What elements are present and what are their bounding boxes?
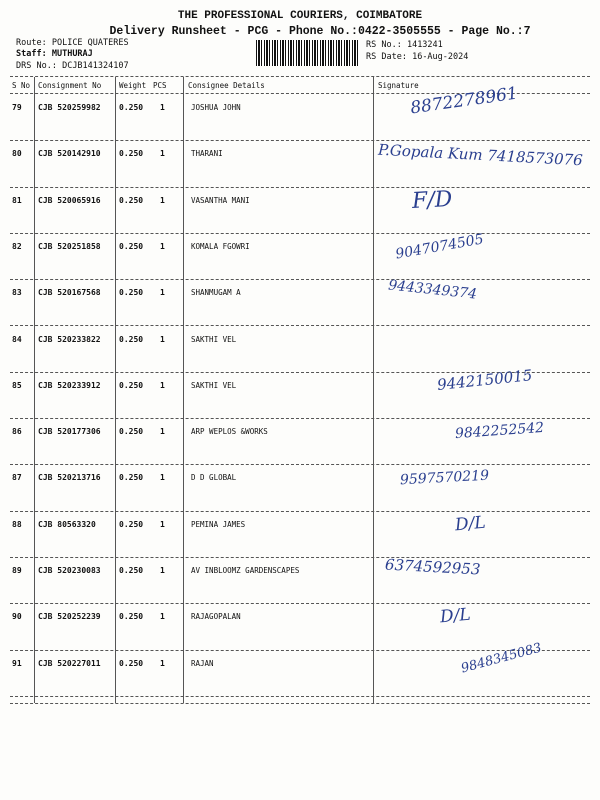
runsheet-subtitle: Delivery Runsheet - PCG - Phone No.:0422-3505555 - Page No.:7 <box>109 25 531 38</box>
row-weight: 0.250 <box>119 195 144 205</box>
row-consignee: VASANTHA MANI <box>191 195 250 205</box>
col-header-consignee: Consignee Details <box>188 81 265 90</box>
row-pcs: 1 <box>160 195 165 205</box>
handwritten-signature: D/L <box>454 512 487 535</box>
col-header-consignment: Consignment No <box>38 81 102 90</box>
table-row <box>0 231 600 279</box>
handwritten-signature: 9597570219 <box>399 468 490 489</box>
row-consignment-no: CJB 520227011 <box>38 658 101 668</box>
row-sno: 80 <box>12 149 22 159</box>
col-header-pcs: PCS <box>153 81 167 90</box>
row-consignee: JOSHUA JOHN <box>191 103 241 112</box>
row-weight: 0.250 <box>119 473 144 483</box>
table-row <box>0 419 600 464</box>
table-row <box>0 188 600 233</box>
row-weight: 0.250 <box>119 427 144 437</box>
row-sno: 84 <box>12 334 22 344</box>
row-weight: 0.250 <box>119 334 144 344</box>
row-sno: 79 <box>12 103 22 112</box>
divider <box>10 76 590 77</box>
row-consignment-no: CJB 520213716 <box>38 473 101 483</box>
row-pcs: 1 <box>160 473 165 483</box>
row-consignment-no: CJB 520177306 <box>38 427 101 437</box>
row-consignment-no: CJB 520230083 <box>38 566 101 575</box>
route-value: POLICE QUATERES <box>51 38 129 48</box>
row-pcs: 1 <box>160 103 165 112</box>
handwritten-signature: 9047074505 <box>394 231 485 263</box>
row-consignment-no: CJB 520233822 <box>38 334 101 344</box>
row-consignment-no: CJB 520233912 <box>38 380 101 390</box>
row-consignee: ARP WEPLOS &WORKS <box>191 427 268 437</box>
staff-line: Staff: MUTHURAJ <box>16 49 93 59</box>
rs-date-line: RS Date: 16-Aug-2024 <box>366 52 469 62</box>
row-weight: 0.250 <box>119 288 144 298</box>
col-header-sno: S No <box>12 81 31 90</box>
row-consignment-no: CJB 520142910 <box>38 149 101 159</box>
table-row <box>0 277 600 325</box>
row-pcs: 1 <box>160 149 165 159</box>
row-pcs: 1 <box>160 612 165 622</box>
row-consignee: PEMINA JAMES <box>191 519 246 529</box>
handwritten-signature: 9848345083 <box>459 640 544 677</box>
rs-no-value: 1413241 <box>406 40 443 50</box>
row-consignee: RAJAGOPALAN <box>191 612 241 622</box>
handwritten-signature: 8872278961 <box>409 83 520 119</box>
row-consignee: D D GLOBAL <box>191 473 237 483</box>
row-consignment-no: CJB 520259982 <box>38 103 101 112</box>
row-sno: 83 <box>12 288 22 298</box>
row-divider <box>10 696 590 697</box>
row-sno: 91 <box>12 658 22 668</box>
row-pcs: 1 <box>160 241 165 251</box>
table-row <box>0 512 600 557</box>
row-pcs: 1 <box>160 519 165 529</box>
barcode-image <box>256 40 360 66</box>
handwritten-signature: F/D <box>411 186 453 214</box>
handwritten-signature: 9842252542 <box>454 420 545 443</box>
row-sno: 90 <box>12 612 22 622</box>
handwritten-signature: D/L <box>439 604 472 628</box>
company-title: THE PROFESSIONAL COURIERS, COIMBATORE <box>177 10 423 22</box>
col-header-weight: Weight <box>119 81 147 90</box>
table-row <box>0 141 600 186</box>
row-sno: 82 <box>12 241 22 251</box>
row-weight: 0.250 <box>119 658 144 668</box>
row-pcs: 1 <box>160 380 165 390</box>
row-consignment-no: CJB 520065916 <box>38 195 101 205</box>
handwritten-signature: 6374592953 <box>384 555 481 579</box>
row-weight: 0.250 <box>119 103 144 112</box>
row-consignee: RAJAN <box>191 658 214 668</box>
row-weight: 0.250 <box>119 612 144 622</box>
row-consignee: AV INBLOOMZ GARDENSCAPES <box>191 566 300 575</box>
handwritten-signature: P.Gopala Kum 7418573076 <box>377 140 584 170</box>
table-row <box>0 365 600 418</box>
row-pcs: 1 <box>160 334 165 344</box>
row-sno: 89 <box>12 566 22 575</box>
row-weight: 0.250 <box>119 380 144 390</box>
drs-line: DRS No.: DCJB141324107 <box>16 61 129 71</box>
row-weight: 0.250 <box>119 519 144 529</box>
row-sno: 87 <box>12 473 22 483</box>
handwritten-signature: 9443349374 <box>387 277 478 303</box>
row-consignment-no: CJB 520252239 <box>38 612 101 622</box>
row-pcs: 1 <box>160 427 165 437</box>
row-pcs: 1 <box>160 658 165 668</box>
row-consignee: KOMALA FGOWRI <box>191 241 250 251</box>
drs-value: DCJB141324107 <box>62 61 129 71</box>
row-sno: 88 <box>12 519 22 529</box>
row-consignment-no: CJB 520251858 <box>38 241 101 251</box>
row-pcs: 1 <box>160 288 165 298</box>
row-pcs: 1 <box>160 566 165 575</box>
table-row <box>0 465 600 510</box>
row-weight: 0.250 <box>119 241 144 251</box>
table-row <box>0 640 600 696</box>
table-row <box>0 604 600 649</box>
staff-value: MUTHURAJ <box>51 49 93 59</box>
rs-no-line: RS No.: 1413241 <box>366 40 443 50</box>
rs-date-value: 16-Aug-2024 <box>412 52 469 62</box>
divider <box>10 703 590 704</box>
row-consignment-no: CJB 520167568 <box>38 288 101 298</box>
row-weight: 0.250 <box>119 566 144 575</box>
col-header-signature: Signature <box>378 81 419 90</box>
row-consignee: THARANI <box>191 149 223 159</box>
route-line: Route: POLICE QUATERES <box>16 38 129 48</box>
row-consignee: SAKTHI VEL <box>191 380 237 390</box>
row-sno: 86 <box>12 427 22 437</box>
handwritten-signature: 9442150015 <box>436 365 534 394</box>
table-row <box>0 555 600 603</box>
row-consignment-no: CJB 80563320 <box>38 519 96 529</box>
row-sno: 81 <box>12 195 22 205</box>
row-weight: 0.250 <box>119 149 144 159</box>
row-consignee: SAKTHI VEL <box>191 334 237 344</box>
row-consignee: SHANMUGAM A <box>191 288 241 298</box>
row-sno: 85 <box>12 380 22 390</box>
table-row <box>0 327 600 372</box>
